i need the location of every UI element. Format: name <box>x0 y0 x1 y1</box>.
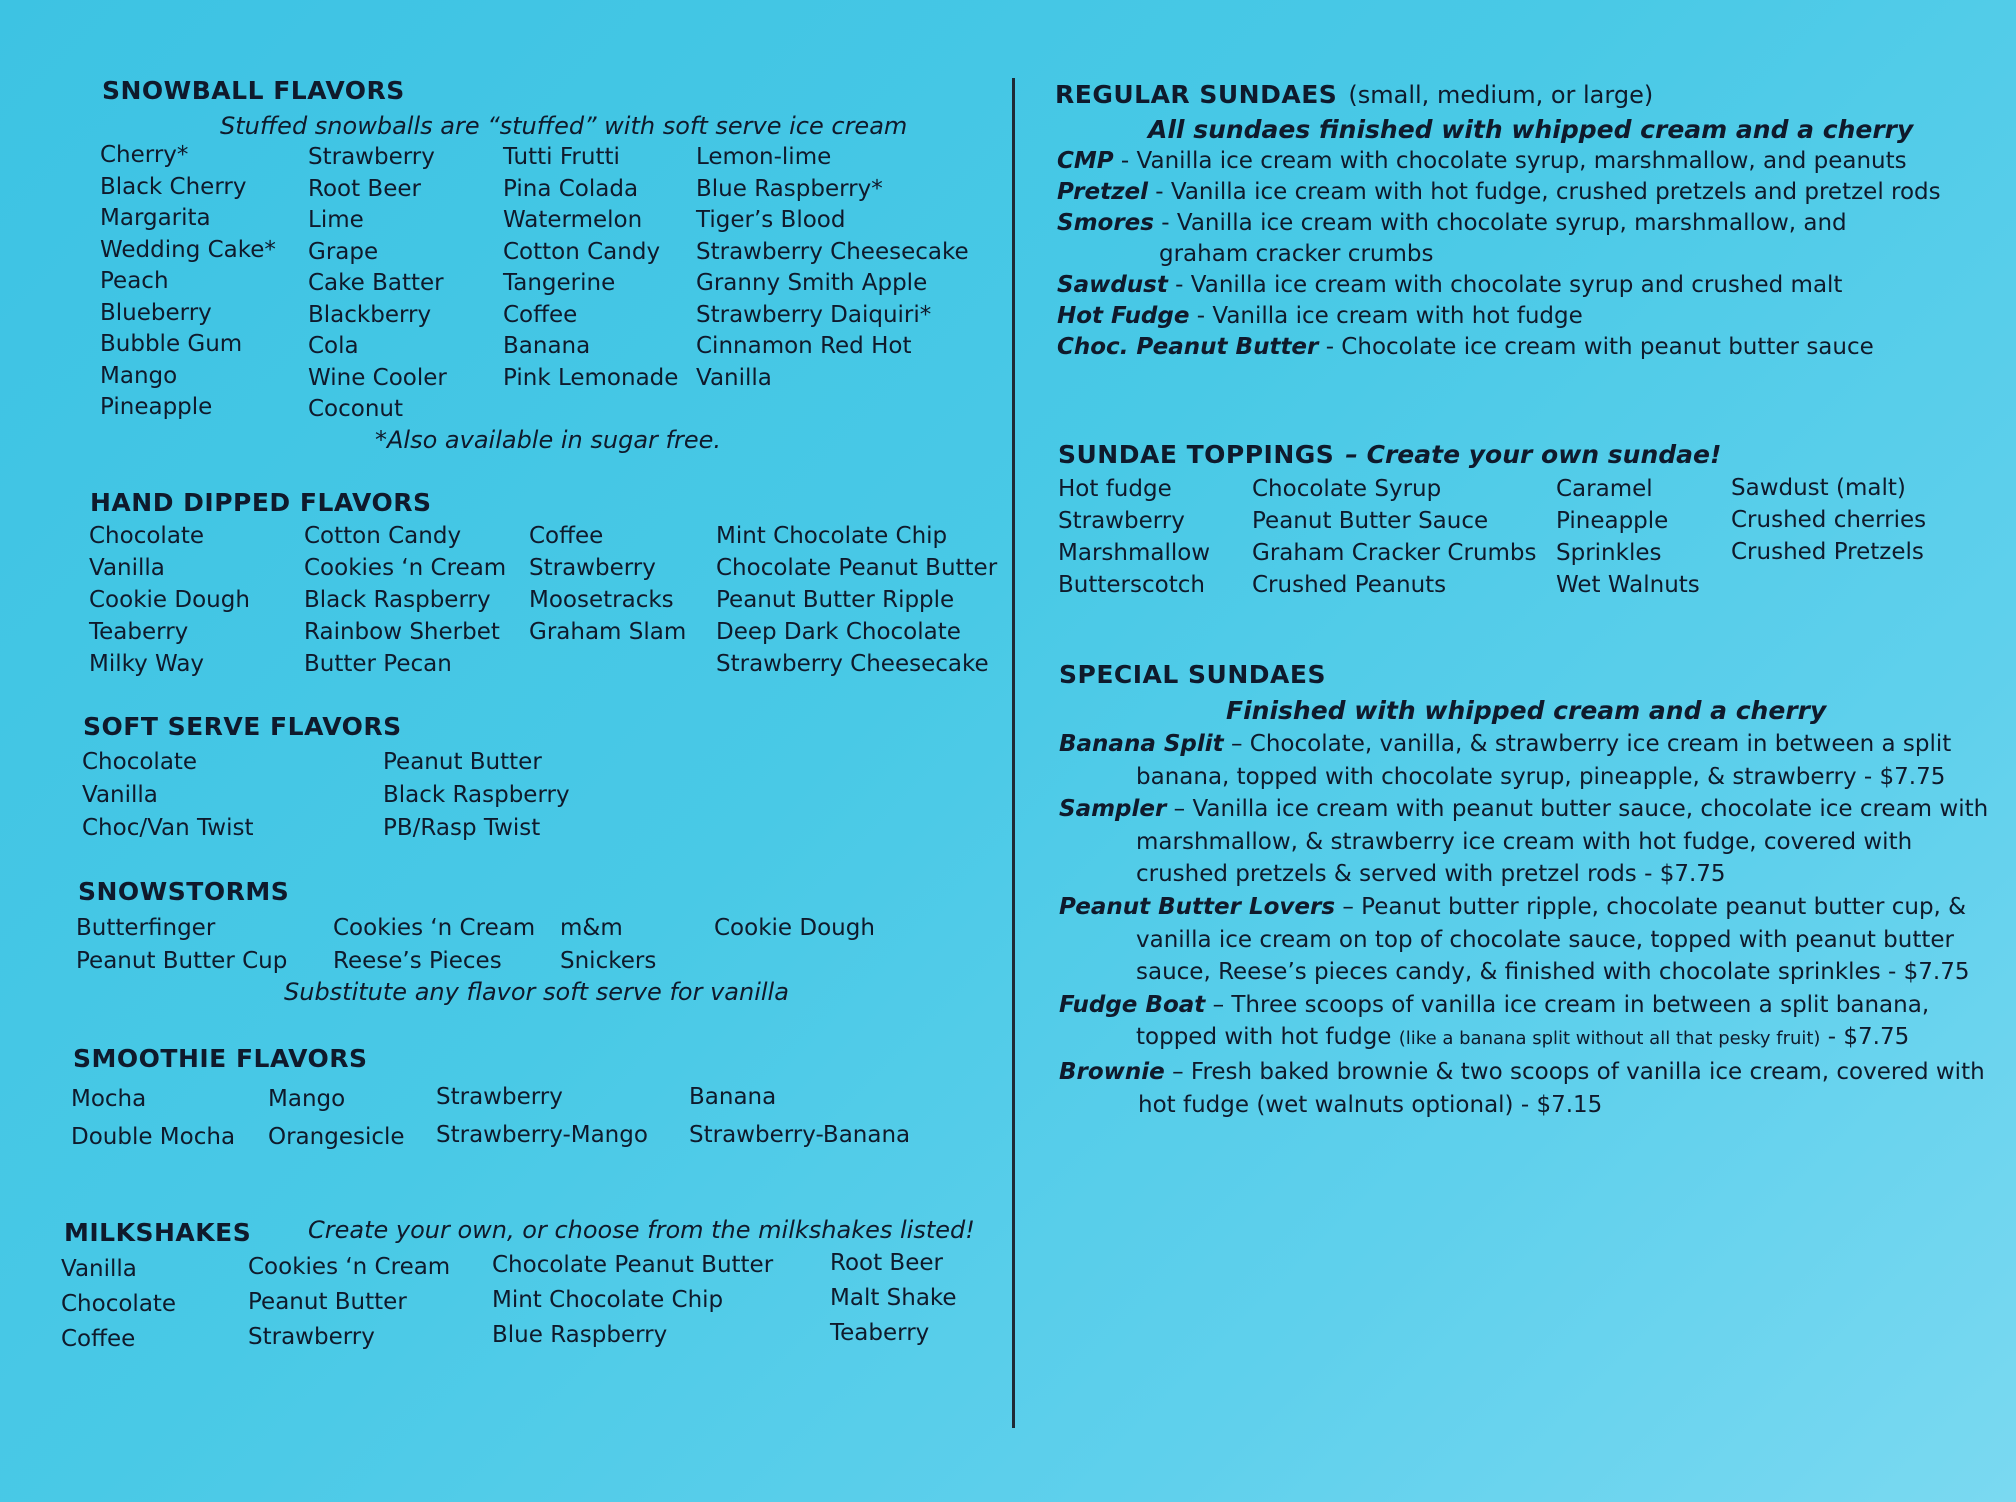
snowball-title: SNOWBALL FLAVORS <box>102 76 405 105</box>
smoothie-col-3 <box>436 1078 648 1154</box>
special-sundae-item <box>1059 728 1988 793</box>
sundae-item <box>1057 270 1941 301</box>
flavor-item: Snickers <box>560 948 657 974</box>
topping-item: Peanut Butter Sauce <box>1252 508 1489 534</box>
topping-item: Crushed Pretzels <box>1731 539 1924 565</box>
topping-item: Sprinkles <box>1556 540 1662 566</box>
smoothie-title: SMOOTHIE FLAVORS <box>73 1044 368 1073</box>
sundae-desc-cont: marshmallow, & strawberry ice cream with hot fudge, covered with <box>1136 828 1913 855</box>
flavor-item: Black Raspberry <box>383 782 570 808</box>
sundae-desc-cont: sauce, Reese’s pieces candy, & finished with chocolate sprinkles - $7.75 <box>1136 959 1970 986</box>
flavor-item: Peanut Butter <box>383 749 542 775</box>
flavor-item: Tiger’s Blood <box>696 207 846 233</box>
snowball-col-2 <box>308 142 447 426</box>
flavor-item: Peach <box>100 268 169 294</box>
sundae-desc: – Vanilla ice cream with peanut butter sauce, chocolate ice cream with <box>1166 796 1989 823</box>
flavor-item: Cinnamon Red Hot <box>696 333 912 359</box>
smoothie-col-2 <box>268 1080 405 1156</box>
flavor-item: Blue Raspberry <box>492 1322 668 1348</box>
sundae-desc: – Peanut butter ripple, chocolate peanut butter cup, & <box>1335 893 1967 920</box>
flavor-item: Pink Lemonade <box>503 364 679 391</box>
flavor-item: Strawberry <box>248 1324 375 1350</box>
flavor-item: Strawberry-Mango <box>436 1122 648 1148</box>
flavor-item: Cookie Dough <box>714 915 875 941</box>
flavor-item: Rainbow Sherbet <box>304 619 500 645</box>
hand-dipped-col-3 <box>529 520 686 648</box>
flavor-item: Peanut Butter Cup <box>76 948 288 974</box>
flavor-item: Strawberry Cheesecake <box>696 238 969 265</box>
toppings-col-3 <box>1556 473 1700 601</box>
special-sundaes-title: SPECIAL SUNDAES <box>1059 660 1326 689</box>
flavor-item: Coffee <box>503 301 578 328</box>
column-divider <box>1012 78 1015 1428</box>
flavor-item: Strawberry-Banana <box>689 1122 911 1148</box>
sundae-desc: graham cracker crumbs <box>1159 241 1434 267</box>
sundae-desc: - Vanilla ice cream with hot fudge, crushed pretzels and pretzel rods <box>1147 179 1941 205</box>
flavor-item: Pineapple <box>100 394 213 420</box>
flavor-item: Black Raspberry <box>304 587 491 613</box>
sundae-desc: – Three scoops of vanilla ice cream in between a split banana, <box>1205 991 1930 1018</box>
flavor-item: Coffee <box>529 523 604 549</box>
toppings-subtitle: – Create your own sundae! <box>1345 440 1722 469</box>
flavor-item: Double Mocha <box>71 1124 236 1150</box>
snowball-note: *Also available in sugar free. <box>375 426 721 454</box>
topping-item: Pineapple <box>1556 508 1669 534</box>
flavor-item: Coffee <box>61 1326 136 1352</box>
sundae-desc-text: topped with hot fudge <box>1136 1024 1392 1051</box>
flavor-item: Malt Shake <box>830 1285 957 1311</box>
special-sundae-item <box>1059 891 1988 989</box>
topping-item: Chocolate Syrup <box>1252 476 1442 502</box>
sundae-name: Fudge Boat <box>1059 991 1206 1018</box>
flavor-item: Teaberry <box>830 1320 930 1346</box>
sundae-name: Peanut Butter Lovers <box>1059 893 1336 920</box>
sundae-item <box>1057 301 1941 332</box>
hand-dipped-col-2 <box>304 520 506 680</box>
regular-sundaes-list <box>1057 146 1941 363</box>
snowball-col-4 <box>696 142 969 394</box>
flavor-item: Cookies ‘n Cream <box>333 915 536 941</box>
flavor-item: Tutti Frutti <box>503 144 620 170</box>
milkshakes-title: MILKSHAKES <box>64 1218 252 1247</box>
topping-item: Crushed Peanuts <box>1252 572 1447 598</box>
topping-item: Strawberry <box>1058 508 1185 534</box>
flavor-item: Choc/Van Twist <box>82 815 254 841</box>
regular-sundaes-header <box>1055 80 1653 109</box>
snowball-subtitle: Stuffed snowballs are “stuffed” with soft serve ice cream <box>220 112 908 140</box>
regular-sundaes-title: REGULAR SUNDAES <box>1055 80 1338 109</box>
flavor-item: Mint Chocolate Chip <box>492 1287 724 1313</box>
special-sundaes-subtitle: Finished with whipped cream and a cherry <box>1226 696 1827 725</box>
sundae-desc-cont: crushed pretzels & served with pretzel rods - $7.75 <box>1136 861 1726 888</box>
topping-item: Butterscotch <box>1058 572 1205 598</box>
sundae-item <box>1057 146 1941 177</box>
topping-item: Wet Walnuts <box>1556 572 1700 598</box>
flavor-item: Milky Way <box>89 651 205 677</box>
snowstorms-col-1 <box>76 912 287 978</box>
sundae-item <box>1057 239 1941 270</box>
snowball-col-1 <box>100 140 276 424</box>
flavor-item: Chocolate Peanut Butter <box>716 555 998 581</box>
flavor-item: Root Beer <box>308 175 421 202</box>
flavor-item: Cotton Candy <box>304 523 462 549</box>
flavor-item: Peanut Butter <box>248 1289 407 1315</box>
flavor-item: Moosetracks <box>529 587 674 613</box>
flavor-item: Banana <box>689 1084 777 1110</box>
flavor-item: Graham Slam <box>529 619 687 645</box>
special-sundae-item <box>1059 793 1988 891</box>
regular-sundaes-sizes: (small, medium, or large) <box>1348 81 1654 109</box>
flavor-item: Cookie Dough <box>89 587 250 613</box>
soft-serve-col-2 <box>383 746 570 845</box>
snowstorms-col-2 <box>333 912 535 978</box>
sundae-name: Pretzel <box>1057 179 1148 205</box>
hand-dipped-title: HAND DIPPED FLAVORS <box>90 488 432 517</box>
topping-item: Caramel <box>1556 476 1653 502</box>
sundae-desc: - Vanilla ice cream with chocolate syrup, marshmallow, and <box>1153 210 1847 236</box>
sundae-desc-cont: banana, topped with chocolate syrup, pineapple, & strawberry - $7.75 <box>1136 763 1946 790</box>
toppings-title: SUNDAE TOPPINGS <box>1058 440 1335 469</box>
flavor-item: Bubble Gum <box>100 331 243 357</box>
flavor-item: Mango <box>268 1086 346 1112</box>
milkshakes-col-4 <box>830 1246 957 1351</box>
flavor-item: Pina Colada <box>503 175 639 202</box>
flavor-item: Strawberry <box>436 1084 563 1110</box>
sundae-desc-cont: vanilla ice cream on top of chocolate sauce, topped with peanut butter <box>1136 926 1955 953</box>
flavor-item: Reese’s Pieces <box>333 948 502 974</box>
flavor-item: Strawberry <box>308 144 435 170</box>
flavor-item: Vanilla <box>89 555 165 581</box>
flavor-item: Lime <box>308 207 364 233</box>
flavor-item: Blackberry <box>308 301 432 328</box>
flavor-item: Chocolate <box>61 1291 177 1317</box>
sundae-desc: - Vanilla ice cream with chocolate syrup, marshmallow, and peanuts <box>1113 148 1907 174</box>
sundae-desc: – Chocolate, vanilla, & strawberry ice cream in between a split <box>1223 731 1952 757</box>
topping-item: Hot fudge <box>1058 476 1172 502</box>
topping-item: Graham Cracker Crumbs <box>1252 540 1537 566</box>
flavor-item: Lemon-lime <box>696 144 832 170</box>
sundae-item <box>1057 208 1941 239</box>
topping-item: Marshmallow <box>1058 540 1211 566</box>
sundae-name: Sawdust <box>1057 272 1168 298</box>
flavor-item: Cookies ‘n Cream <box>304 555 507 581</box>
flavor-item: Strawberry Daiquiri* <box>696 301 932 328</box>
soft-serve-title: SOFT SERVE FLAVORS <box>83 712 402 741</box>
flavor-item: Strawberry <box>529 555 656 581</box>
snowstorms-col-4 <box>714 912 875 945</box>
milkshakes-col-3 <box>492 1248 773 1353</box>
flavor-item: Blueberry <box>100 299 212 326</box>
flavor-item: Black Cherry <box>100 173 247 200</box>
sundae-name: Smores <box>1057 210 1154 236</box>
snowstorms-note: Substitute any flavor soft serve for vanilla <box>284 978 789 1006</box>
sundae-desc: - Vanilla ice cream with hot fudge <box>1189 303 1583 329</box>
flavor-item: Vanilla <box>696 364 772 391</box>
sundae-name: Choc. Peanut Butter <box>1057 334 1319 360</box>
sundae-desc: – Fresh baked brownie & two scoops of vanilla ice cream, covered with <box>1164 1058 1985 1085</box>
special-sundae-item <box>1059 1056 1988 1121</box>
soft-serve-col-1 <box>82 746 253 845</box>
flavor-item: Margarita <box>100 205 211 231</box>
sundae-desc-aside: (like a banana split without all that pesky fruit) <box>1398 1028 1821 1050</box>
toppings-col-4 <box>1731 472 1926 568</box>
hand-dipped-col-4 <box>716 520 997 680</box>
flavor-item: Cake Batter <box>308 270 444 296</box>
topping-item: Crushed cherries <box>1731 507 1927 533</box>
sundae-desc: - Vanilla ice cream with chocolate syrup and crushed malt <box>1167 272 1843 298</box>
flavor-item: Teaberry <box>89 619 189 645</box>
topping-item: Sawdust (malt) <box>1731 475 1906 501</box>
milkshakes-col-1 <box>61 1252 176 1357</box>
flavor-item: Peanut Butter Ripple <box>716 587 955 613</box>
sundae-name: Hot Fudge <box>1057 303 1190 329</box>
flavor-item: Mango <box>100 362 178 389</box>
sundae-name: CMP <box>1057 148 1114 174</box>
sundae-name: Brownie <box>1059 1058 1165 1085</box>
flavor-item: Orangesicle <box>268 1124 405 1150</box>
sundae-item <box>1057 177 1941 208</box>
smoothie-col-1 <box>71 1080 235 1156</box>
snowstorms-col-3 <box>560 912 656 978</box>
flavor-item: Granny Smith Apple <box>696 270 928 296</box>
flavor-item: Vanilla <box>61 1256 137 1282</box>
flavor-item: Deep Dark Chocolate <box>716 619 961 645</box>
flavor-item: Blue Raspberry* <box>696 175 883 202</box>
toppings-header <box>1058 440 1721 469</box>
flavor-item: Coconut <box>308 396 404 422</box>
sundae-desc: - Chocolate ice cream with peanut butter sauce <box>1318 334 1874 360</box>
flavor-item: Cotton Candy <box>503 238 661 265</box>
special-sundae-item <box>1059 989 1988 1056</box>
flavor-item: Cookies ‘n Cream <box>248 1254 451 1280</box>
toppings-col-1 <box>1058 473 1210 601</box>
sundae-desc-cont: hot fudge (wet walnuts optional) - $7.15 <box>1138 1091 1603 1118</box>
flavor-item: Chocolate Peanut Butter <box>492 1252 774 1278</box>
snowball-col-3 <box>503 142 678 394</box>
flavor-item: Cherry* <box>100 142 189 168</box>
flavor-item: Wine Cooler <box>308 364 447 391</box>
flavor-item: Cola <box>308 333 359 359</box>
flavor-item: Root Beer <box>830 1250 943 1276</box>
flavor-item: Strawberry Cheesecake <box>716 651 989 677</box>
sundae-item <box>1057 332 1941 363</box>
flavor-item: PB/Rasp Twist <box>383 815 541 841</box>
special-sundaes-list <box>1059 728 1988 1121</box>
milkshakes-subtitle: Create your own, or choose from the milkshakes listed! <box>308 1216 975 1244</box>
sundae-price: - $7.75 <box>1820 1024 1910 1051</box>
flavor-item: Butterfinger <box>76 915 216 941</box>
toppings-col-2 <box>1252 473 1537 601</box>
sundae-desc-cont <box>1059 1021 1988 1056</box>
flavor-item: m&m <box>560 915 623 941</box>
milkshakes-col-2 <box>248 1250 450 1355</box>
flavor-item: Grape <box>308 238 379 265</box>
flavor-item: Chocolate <box>82 749 198 775</box>
flavor-item: Mint Chocolate Chip <box>716 523 948 549</box>
sundae-name: Sampler <box>1059 796 1167 823</box>
flavor-item: Butter Pecan <box>304 651 452 677</box>
flavor-item: Banana <box>503 333 591 359</box>
flavor-item: Mocha <box>71 1086 147 1112</box>
sundae-name: Banana Split <box>1059 731 1224 757</box>
flavor-item: Tangerine <box>503 270 616 296</box>
smoothie-col-4 <box>689 1078 910 1154</box>
regular-sundaes-subtitle: All sundaes finished with whipped cream and a cherry <box>1148 115 1914 144</box>
flavor-item: Vanilla <box>82 782 158 808</box>
hand-dipped-col-1 <box>89 520 250 680</box>
flavor-item: Wedding Cake* <box>100 236 276 263</box>
flavor-item: Chocolate <box>89 523 205 549</box>
flavor-item: Watermelon <box>503 207 643 233</box>
snowstorms-title: SNOWSTORMS <box>78 877 290 906</box>
